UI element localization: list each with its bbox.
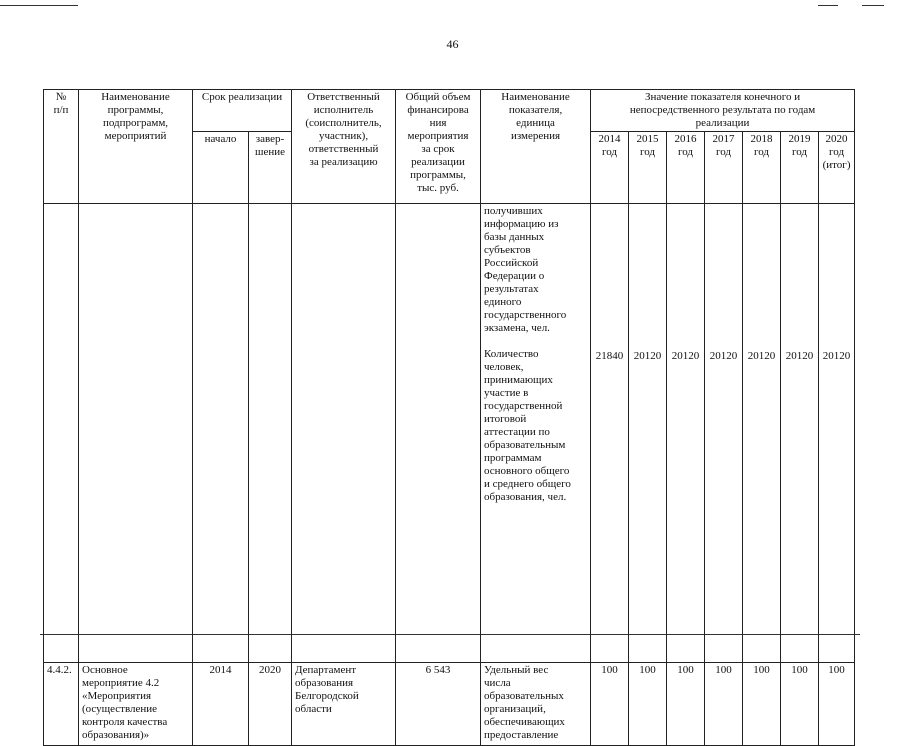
cont-num (44, 204, 79, 663)
row-442-num: 4.4.2. (44, 663, 79, 746)
cont-value-2019: 20120 (781, 204, 819, 663)
top-edge-line (0, 5, 78, 6)
header-row-1 (44, 90, 855, 132)
header-name: Наименование программы, подпрограмм, мероприятий (79, 90, 193, 204)
cont-funding (396, 204, 481, 663)
cont-value-2015: 20120 (629, 204, 667, 663)
top-edge-line-right (818, 5, 838, 6)
row-442-name: Основное мероприятие 4.2 «Мероприятия (осуществление контроля качества образования)» (79, 663, 193, 746)
cont-value-2018: 20120 (743, 204, 781, 663)
header-indicator: Наименование показателя, единица измерения (481, 90, 591, 204)
page-number: 46 (446, 37, 459, 51)
cont-end (249, 204, 292, 663)
row-442-value-2019: 100 (781, 663, 819, 746)
header-year-2019: 2019 год (781, 132, 819, 204)
row-4-4-2 (44, 663, 855, 746)
row-442-value-2020: 100 (819, 663, 855, 746)
header-term-start: начало (193, 132, 249, 204)
header-funding: Общий объем финансирова ния мероприятия за срок реализации программы, тыс. руб. (396, 90, 481, 204)
row-442-start: 2014 (193, 663, 249, 746)
cont-indicator: получивших информацию из базы данных субъектов Российской Федерации о результатах единого государственного экзамена, чел. Количество человек, принимающих участие в государственной итоговой аттестации по образовательным программам основного общего и среднего общего образования, чел. (481, 204, 591, 663)
header-values-title: Значение показателя конечного и непосредственного результата по годам реализации (591, 90, 855, 132)
continuation-row (44, 204, 855, 663)
row-442-value-2017: 100 (705, 663, 743, 746)
cont-start (193, 204, 249, 663)
cont-name (79, 204, 193, 663)
header-year-2015: 2015 год (629, 132, 667, 204)
row-442-executor: Департамент образования Белгородской области (292, 663, 396, 746)
header-year-2017: 2017 год (705, 132, 743, 204)
cont-executor (292, 204, 396, 663)
header-num: № п/п (44, 90, 79, 204)
program-table (43, 89, 855, 746)
header-year-2016: 2016 год (667, 132, 705, 204)
row-442-indicator: Удельный вес числа образовательных организаций, обеспечивающих предоставление (481, 663, 591, 746)
row-442-value-2018: 100 (743, 663, 781, 746)
row-442-value-2014: 100 (591, 663, 629, 746)
header-year-2014: 2014 год (591, 132, 629, 204)
header-term-end: завер- шение (249, 132, 292, 204)
cont-value-2016: 20120 (667, 204, 705, 663)
row-442-value-2016: 100 (667, 663, 705, 746)
header-term: Срок реализации (193, 90, 292, 132)
header-year-2018: 2018 год (743, 132, 781, 204)
row-442-end: 2020 (249, 663, 292, 746)
header-executor: Ответственный исполнитель (соисполнитель, участник), ответственный за реализацию (292, 90, 396, 204)
top-edge-line-right-2 (862, 5, 884, 6)
header-year-2020: 2020 год (итог) (819, 132, 855, 204)
row-442-value-2015: 100 (629, 663, 667, 746)
cont-value-2014: 21840 (591, 204, 629, 663)
cont-value-2017: 20120 (705, 204, 743, 663)
cont-value-2020: 20120 (819, 204, 855, 663)
row-442-funding: 6 543 (396, 663, 481, 746)
